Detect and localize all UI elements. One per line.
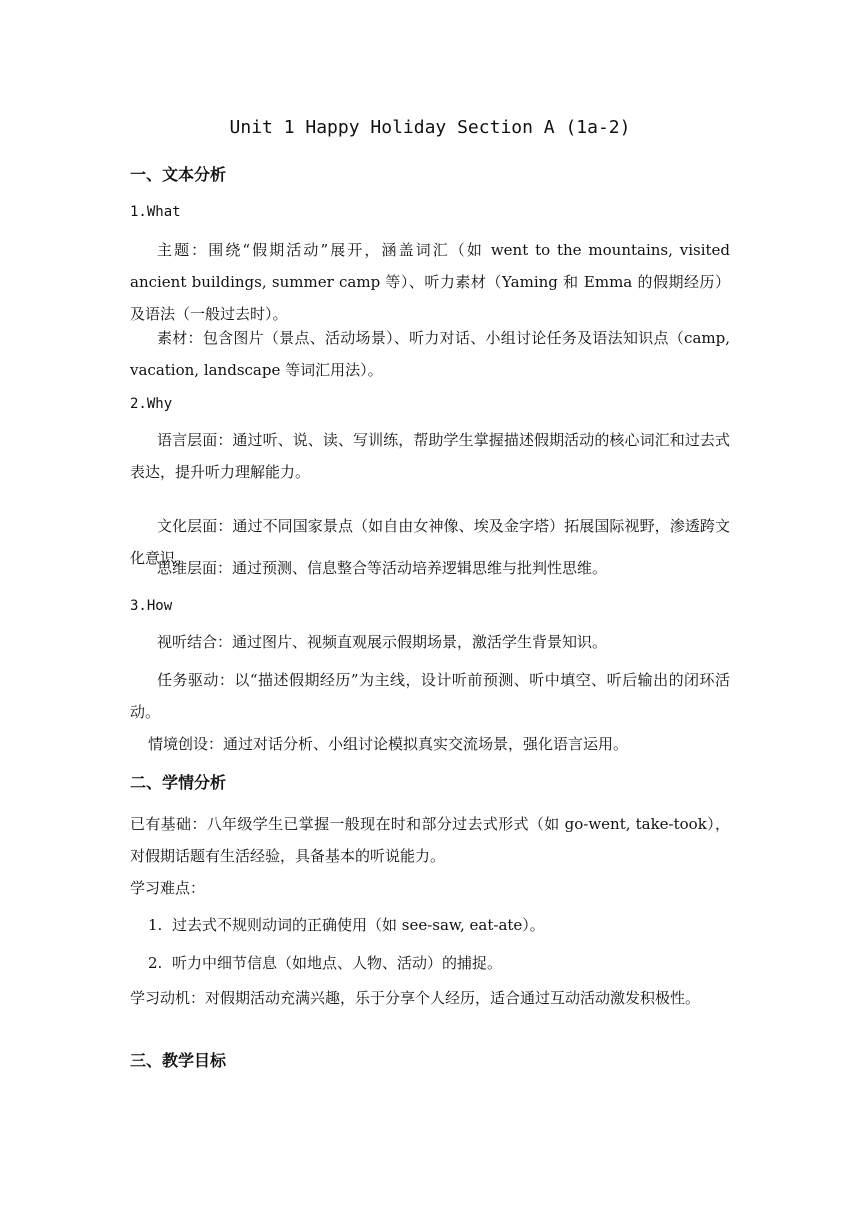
section-heading-teaching-goals: 三、教学目标: [130, 1051, 227, 1070]
subheading-how: 3.How: [130, 598, 173, 614]
list-item-text: 过去式不规则动词的正确使用（如 see-saw, eat-ate）。: [172, 916, 545, 934]
document-title: Unit 1 Happy Holiday Section A (1a-2): [229, 117, 631, 138]
paragraph-thinking-level: 思维层面：通过预测、信息整合等活动培养逻辑思维与批判性思维。: [157, 559, 608, 577]
list-item-text: 听力中细节信息（如地点、人物、活动）的捕捉。: [172, 954, 503, 972]
list-item-difficulty-2: [148, 952, 730, 974]
list-number: 1.: [148, 916, 163, 934]
paragraph-difficulty-label: 学习难点：: [130, 879, 206, 897]
paragraph-culture-level: 文化层面：通过不同国家景点（如自由女神像、埃及金字塔）拓展国际视野，渗透跨文化意识。: [130, 517, 730, 567]
paragraph-material: 素材：包含图片（景点、活动场景）、听力对话、小组讨论任务及语法知识点（camp, vacation, landscape 等词汇用法）。: [130, 329, 730, 379]
section-heading-text-analysis: 一、文本分析: [130, 165, 227, 184]
paragraph-theme: 主题：围绕“假期活动”展开，涵盖词汇（如 went to the mountains, visited ancient buildings, summer camp 等）、听力素材（Yaming 和 Emma 的假期经历）及语法（一般过去时）。: [130, 241, 730, 323]
subheading-why: 2.Why: [130, 396, 173, 412]
list-item-difficulty-1: [148, 914, 730, 936]
paragraph-language-level: 语言层面：通过听、说、读、写训练，帮助学生掌握描述假期活动的核心词汇和过去式表达，提升听力理解能力。: [130, 431, 730, 481]
list-number: 2.: [148, 954, 163, 972]
subheading-what: 1.What: [130, 204, 181, 220]
paragraph-existing-basis: 已有基础：八年级学生已掌握一般现在时和部分过去式形式（如 go-went, take-took），对假期话题有生活经验，具备基本的听说能力。: [130, 815, 730, 865]
section-heading-learner-analysis: 二、学情分析: [130, 773, 227, 792]
paragraph-motivation: 学习动机：对假期活动充满兴趣，乐于分享个人经历，适合通过互动活动激发积极性。: [130, 989, 701, 1007]
paragraph-context: 情境创设：通过对话分析、小组讨论模拟真实交流场景，强化语言运用。: [148, 735, 629, 753]
paragraph-audiovisual: 视听结合：通过图片、视频直观展示假期场景，激活学生背景知识。: [157, 633, 608, 651]
paragraph-task-driven: 任务驱动：以“描述假期经历”为主线，设计听前预测、听中填空、听后输出的闭环活动。: [130, 671, 730, 721]
